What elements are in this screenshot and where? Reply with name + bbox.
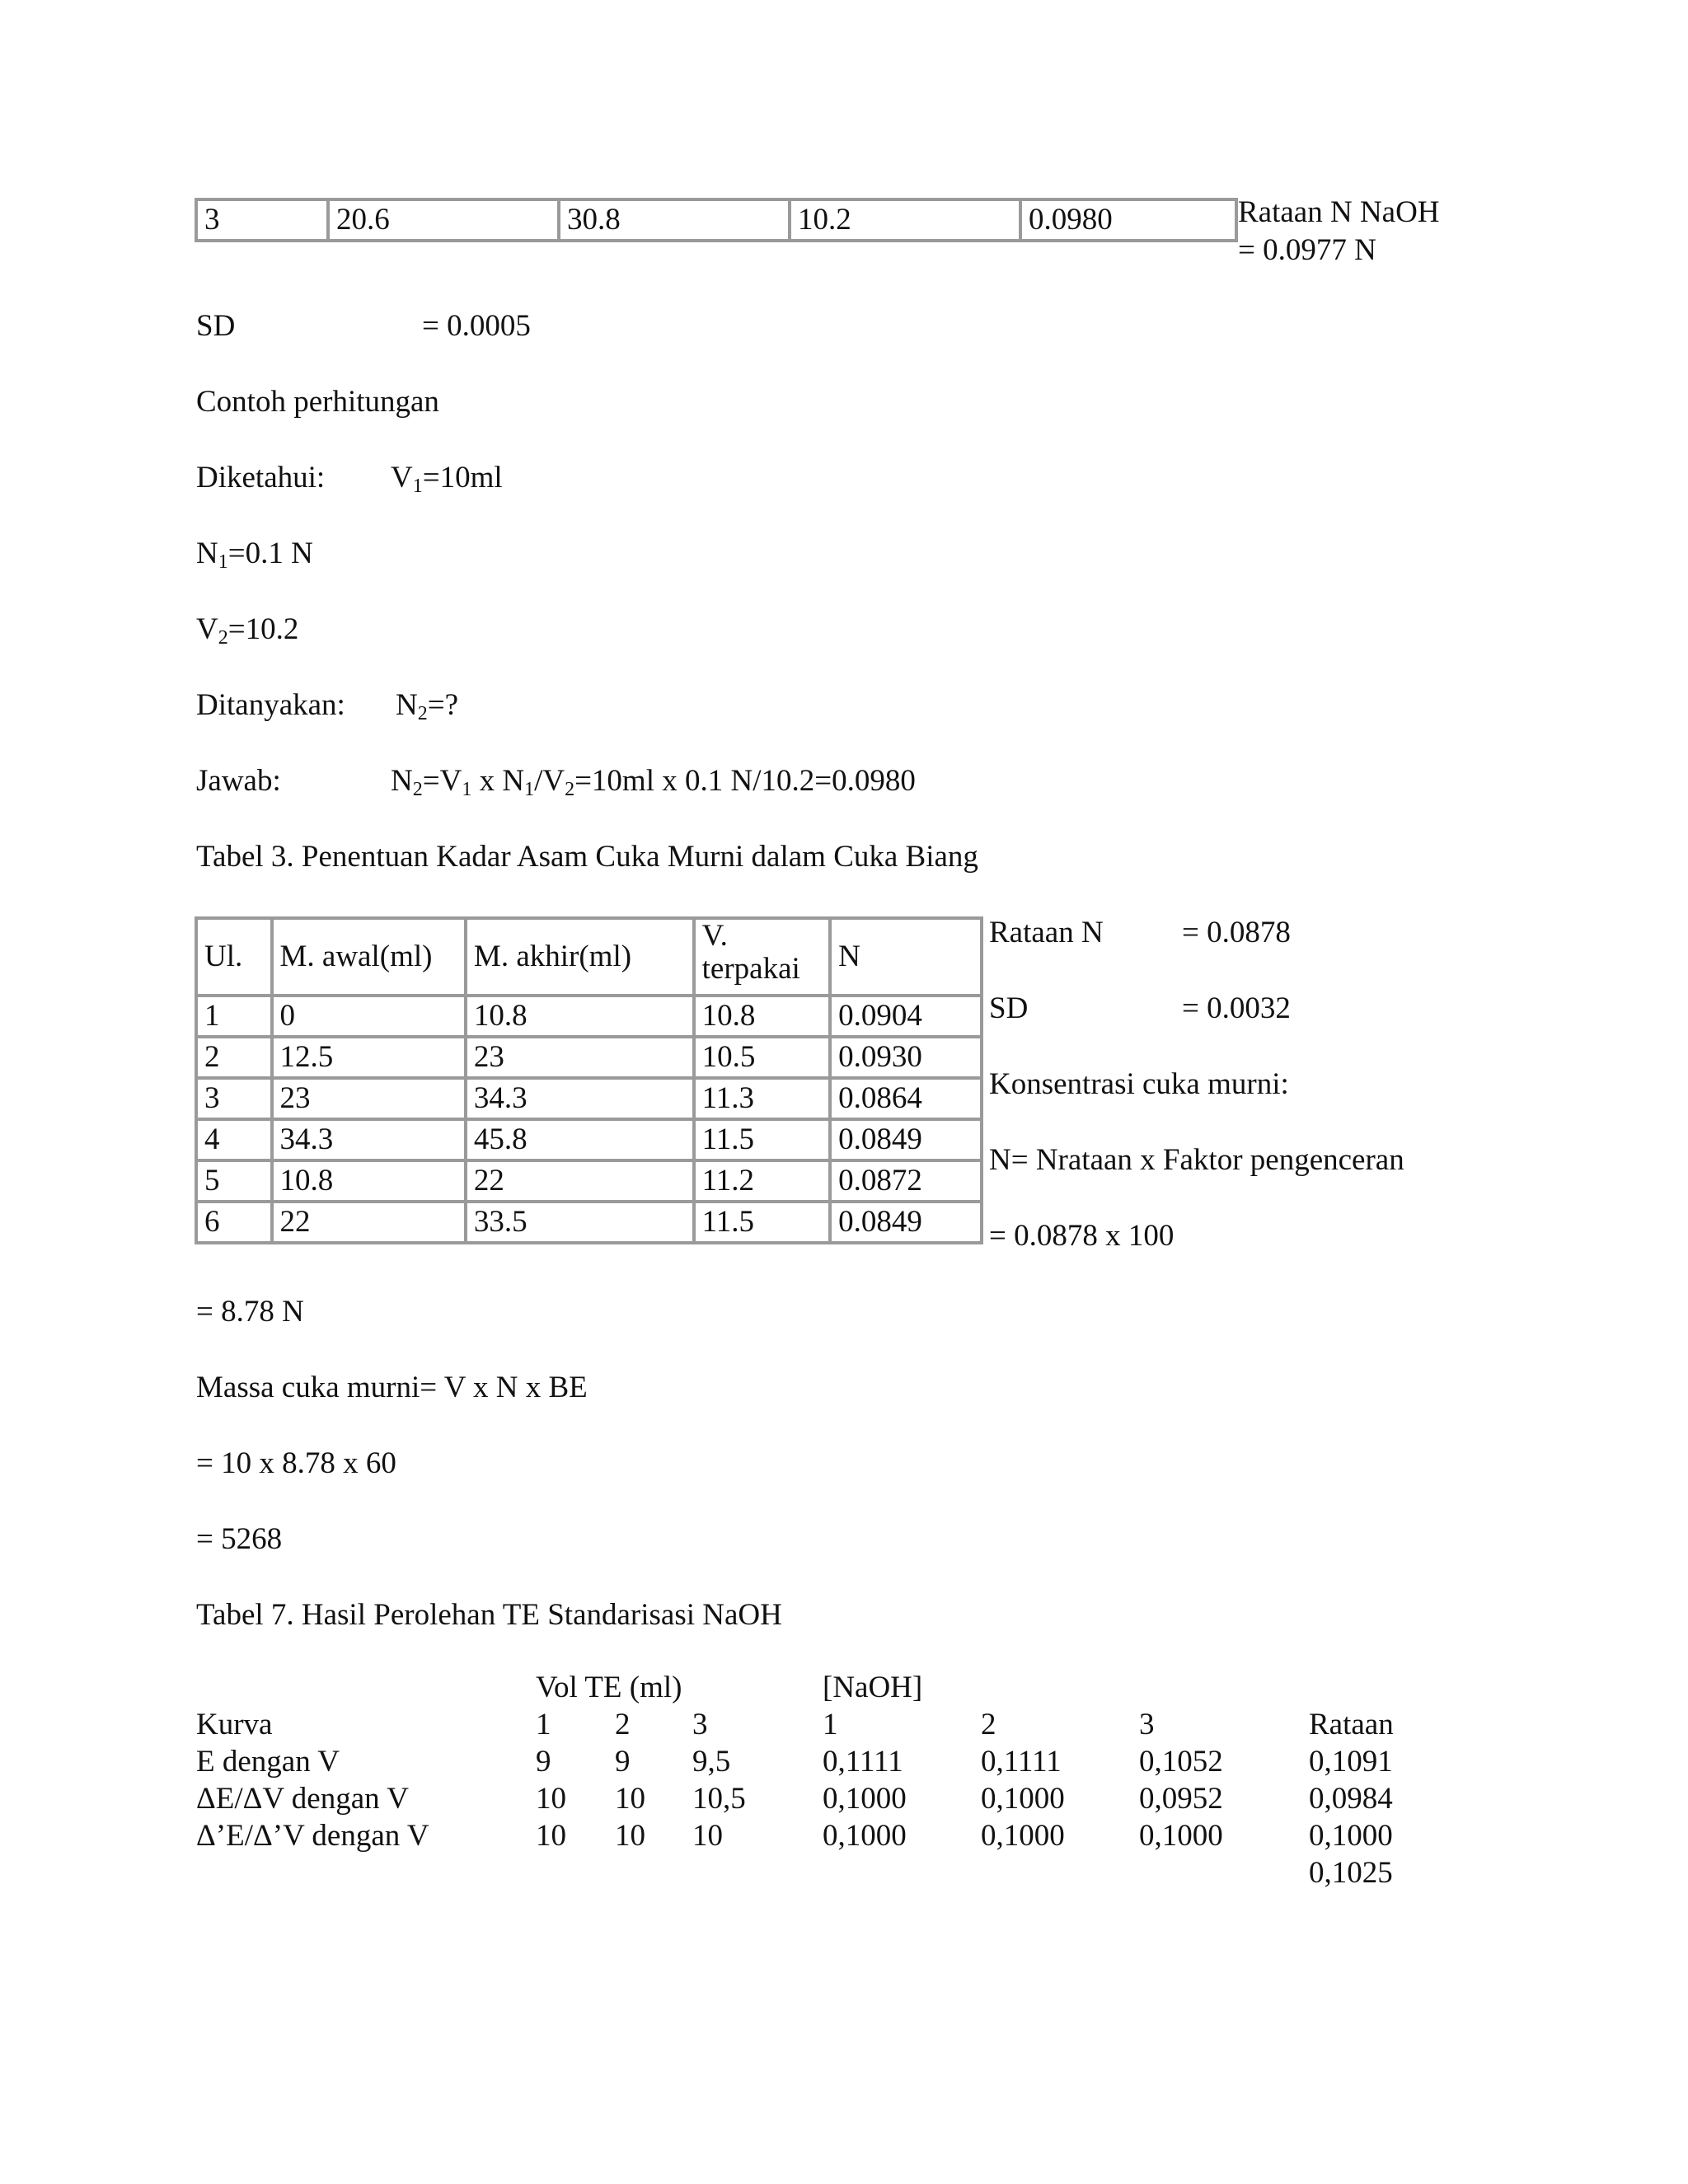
table-header-row [196,918,982,996]
table-cell: 0,1052 [1139,1745,1223,1779]
table-row [195,1818,1447,1855]
ditanyakan-label: Ditanyakan: [196,688,345,722]
table-cell: 11.3 [694,1078,830,1119]
table-cell: 10 [536,1782,566,1816]
table-cell: 10 [536,1819,566,1853]
column-header: 1 [823,1708,838,1741]
table-header-row [195,1707,1447,1744]
table3 [195,916,983,1244]
table-cell: 10 [615,1782,645,1816]
group-header: Vol TE (ml) [536,1671,682,1704]
table-cell: 10 [692,1819,723,1853]
table-row [196,199,1236,241]
table-row [195,1744,1447,1781]
table-row [196,1037,982,1078]
rataan-n-value: = 0.0878 [1182,916,1291,949]
table-row [196,996,982,1037]
table-cell: 11.2 [694,1160,830,1202]
table-cell: 0,1000 [823,1819,907,1853]
jawab-label: Jawab: [196,764,281,798]
massa-formula: Massa cuka murni= V x N x BE [196,1371,588,1404]
column-header: M. awal(ml) [272,918,466,996]
column-header: M. akhir(ml) [466,918,694,996]
rataan-naoh-label: Rataan N NaOH [1238,195,1440,229]
table-cell: 0.0864 [830,1078,982,1119]
sd-value: = 0.0005 [422,309,531,343]
table-cell: 23 [272,1078,466,1119]
n2-value: $N_2=$? [396,688,459,724]
table-cell: 20.6 [328,199,559,241]
column-header: 2 [615,1708,631,1741]
table-cell: 45.8 [466,1119,694,1160]
table-cell: 0,1000 [823,1782,907,1816]
table-cell: 3 [196,1078,272,1119]
table-cell: 34.3 [272,1119,466,1160]
table-cell: 5 [196,1160,272,1202]
n1-value: $N_1=0.1$ N [196,537,313,573]
table-cell: 0,1111 [981,1745,1062,1779]
v2-value: $V_2=10.2$ [196,612,299,649]
table-cell: 9 [615,1745,631,1779]
table-cell: 0,1025 [1309,1856,1393,1890]
table-cell: 10.8 [466,996,694,1037]
table-cell: 12.5 [272,1037,466,1078]
table-cell: 11.5 [694,1119,830,1160]
table-cell: 0.0849 [830,1119,982,1160]
table-cell: 22 [272,1202,466,1243]
column-header: N [830,918,982,996]
table-cell: 3 [196,199,328,241]
column-header: 3 [692,1708,708,1741]
column-header: 2 [981,1708,996,1741]
table-cell: 10.5 [694,1037,830,1078]
table-row [195,1781,1447,1818]
table-row [196,1202,982,1243]
diketahui-label: Diketahui: [196,461,326,494]
table-cell: 4 [196,1119,272,1160]
sd-label: SD [196,309,236,343]
table-cell: 0 [272,996,466,1037]
formula-text: N= Nrataan x Faktor pengenceran [989,1143,1404,1177]
table-cell: 2 [196,1037,272,1078]
table-cell: 0,0952 [1139,1782,1223,1816]
table-cell: 0.0930 [830,1037,982,1078]
rataan-n-label: Rataan N [989,916,1104,949]
table7-title: Tabel 7. Hasil Perolehan TE Standarisasi NaOH [196,1598,782,1632]
table-row [196,1160,982,1202]
table-cell: 23 [466,1037,694,1078]
table-cell: 0,0984 [1309,1782,1393,1816]
column-header: Rataan [1309,1708,1394,1741]
row-label: Δ’E/Δ’V dengan V [196,1819,429,1853]
table-cell: 0,1000 [981,1819,1065,1853]
v1-value: $V_1=10ml$ [391,461,503,497]
sd2-value: = 0.0032 [1182,991,1291,1025]
naoh-table-row [195,198,1238,242]
table-cell: 0,1000 [1139,1819,1223,1853]
table-cell: 10.8 [694,996,830,1037]
table-cell: 10.8 [272,1160,466,1202]
table-cell: 34.3 [466,1078,694,1119]
table-cell: 0.0872 [830,1160,982,1202]
massa-result: = 5268 [196,1522,283,1556]
massa-calc: = 10 x 8.78 x 60 [196,1446,396,1480]
table-cell: 1 [196,996,272,1037]
contoh-heading: Contoh perhitungan [196,385,439,419]
table7 [195,1670,1447,1892]
row-label: E dengan V [196,1745,340,1779]
table-cell: 0,1111 [823,1745,903,1779]
table-cell: 9,5 [692,1745,731,1779]
table-cell: 0.0849 [830,1202,982,1243]
rataan-naoh-value: = 0.0977 N [1238,233,1376,267]
group-header: [NaOH] [823,1671,923,1704]
table3-title: Tabel 3. Penentuan Kadar Asam Cuka Murni dalam Cuka Biang [196,840,978,874]
column-header: 3 [1139,1708,1155,1741]
column-header: V. terpakai [694,918,830,996]
calc-text: = 0.0878 x 100 [989,1219,1175,1253]
table-cell: 10,5 [692,1782,746,1816]
table-cell: 11.5 [694,1202,830,1243]
row-label: ΔE/ΔV dengan V [196,1782,409,1816]
table-row [196,1119,982,1160]
column-header: 1 [536,1708,551,1741]
table-cell: 0.0904 [830,996,982,1037]
table-cell: 10.2 [790,199,1020,241]
table-cell: 0,1000 [981,1782,1065,1816]
table-row [195,1855,1447,1892]
sd2-label: SD [989,991,1029,1025]
konsentrasi-label: Konsentrasi cuka murni: [989,1067,1289,1101]
result-n: = 8.78 N [196,1295,304,1329]
column-header: Kurva [196,1708,273,1741]
column-header: Ul. [196,918,272,996]
table-cell: 0.0980 [1020,199,1236,241]
table-group-header-row [195,1670,1447,1707]
table-cell: 6 [196,1202,272,1243]
table-cell: 22 [466,1160,694,1202]
table-cell: 0,1091 [1309,1745,1393,1779]
jawab-formula: $N_2=V_1$ x $N_1/V_2=10ml$ x 0.1 N/10.2=0.0980 [391,764,916,800]
table-cell: 0,1000 [1309,1819,1393,1853]
table-cell: 9 [536,1745,551,1779]
table-row [196,1078,982,1119]
table-cell: 33.5 [466,1202,694,1243]
table-cell: 10 [615,1819,645,1853]
table-cell: 30.8 [559,199,790,241]
